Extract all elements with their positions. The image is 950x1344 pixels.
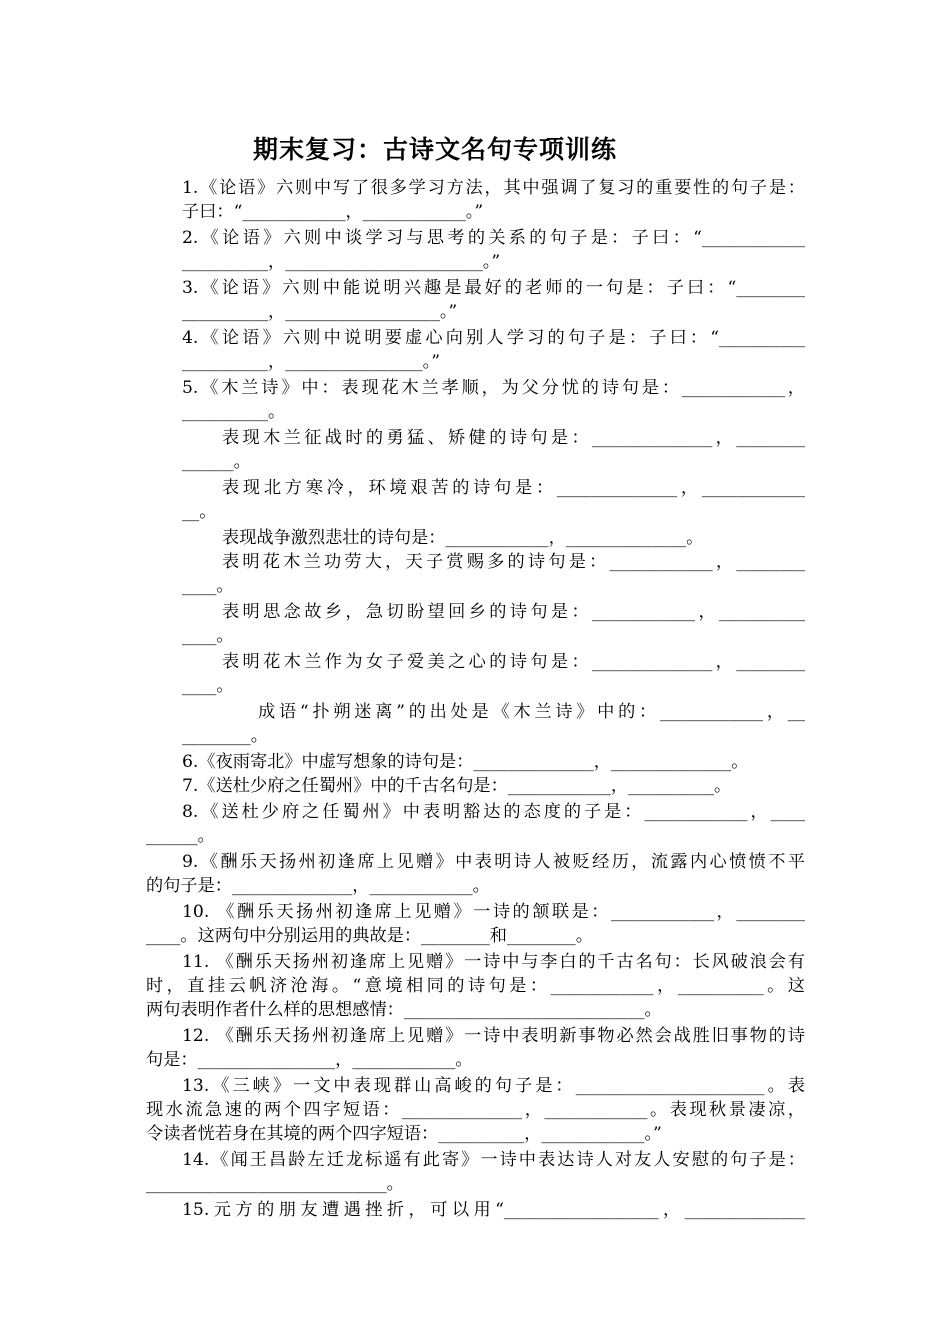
text-line: 句是：________________，____________。 <box>146 1050 473 1070</box>
text-line: __________，__________________。” <box>182 302 458 322</box>
text-line: 令读者恍若身在其境的两个四字短语：__________，____________。” <box>146 1124 662 1144</box>
text-line: 两句表明作者什么样的思想感情：____________________________。 <box>146 1000 662 1020</box>
text-line: ____。这两句中分别运用的典故是：________和________。 <box>146 926 593 946</box>
text-line: ______。 <box>182 452 251 472</box>
text-line: 10. 《酬乐天扬州初逢席上见赠》一诗的颔联是：____________，________ <box>182 902 805 922</box>
text-line: ____。 <box>182 576 234 596</box>
text-line: 4.《论语》六则中说明要虚心向别人学习的句子是：子曰：“__________ <box>182 328 805 348</box>
text-line: __。 <box>182 502 217 522</box>
text-line: ____。 <box>182 626 234 646</box>
text-line: 6.《夜雨寄北》中虚写想象的诗句是：______________，______________。 <box>182 752 749 772</box>
text-line: __________，________________。” <box>182 352 440 372</box>
text-line: 9.《酬乐天扬州初逢席上见赠》中表明诗人被贬经历，流露内心愤愤不平 <box>182 852 805 872</box>
text-line: 15.元方的朋友遭遇挫折，可以用“__________________，______________ <box>182 1200 805 1220</box>
text-line: 1.《论语》六则中写了很多学习方法，其中强调了复习的重要性的句子是： <box>182 178 805 198</box>
text-line: __________。 <box>182 402 286 422</box>
text-line: 子曰：“____________，____________。” <box>182 202 484 222</box>
text-line: 8.《送杜少府之任蜀州》中表明豁达的态度的子是：____________，____ <box>182 802 805 822</box>
text-line: 2.《论语》六则中谈学习与思考的关系的句子是：子曰：“____________ <box>182 228 805 248</box>
text-line: __________，_______________________。” <box>182 252 501 272</box>
text-line: 成语“扑朔迷离”的出处是《木兰诗》中的：____________，__ <box>258 702 805 722</box>
text-line: 表现北方寒冷，环境艰苦的诗句是：______________，____________ <box>222 478 805 498</box>
text-line: 5.《木兰诗》中：表现花木兰孝顺，为父分忧的诗句是：____________， <box>182 378 805 398</box>
text-line: 表明思念故乡，急切盼望回乡的诗句是：____________，__________ <box>222 602 805 622</box>
text-line: 7.《送杜少府之任蜀州》中的千古名句是：____________，__________。 <box>182 776 732 796</box>
page-title: 期末复习：古诗文名句专项训练 <box>252 135 617 164</box>
text-line: 表现战争激烈悲壮的诗句是：____________，______________。 <box>222 528 704 548</box>
text-line: 表现木兰征战时的勇猛、矫健的诗句是：______________，________ <box>222 428 805 448</box>
text-line: 的句子是：______________，____________。 <box>146 876 490 896</box>
text-line: 时，直挂云帆济沧海。“意境相同的诗句是：____________，__________。这 <box>146 976 805 996</box>
text-line: 表明花木兰作为女子爱美之心的诗句是：______________，________ <box>222 652 805 672</box>
text-line: ____。 <box>182 676 234 696</box>
text-line: 现水流急速的两个四字短语：______________，____________。表现秋景凄凉， <box>146 1100 805 1120</box>
text-line: 13.《三峡》一文中表现群山高峻的句子是：______________________。表 <box>182 1076 805 1096</box>
text-line: ________。 <box>182 726 268 746</box>
text-line: 表明花木兰功劳大，天子赏赐多的诗句是：____________，________ <box>222 552 805 572</box>
text-line: ____________________________。 <box>146 1174 404 1194</box>
text-line: 3.《论语》六则中能说明兴趣是最好的老师的一句是：子曰：“________ <box>182 278 805 298</box>
text-line: 11. 《酬乐天扬州初逢席上见赠》一诗中与李白的千古名句：长风破浪会有 <box>182 952 805 972</box>
text-line: 12. 《酬乐天扬州初逢席上见赠》一诗中表明新事物必然会战胜旧事物的诗 <box>182 1026 805 1046</box>
text-line: ______。 <box>146 826 215 846</box>
text-line: 14.《闻王昌龄左迁龙标遥有此寄》一诗中表达诗人对友人安慰的句子是： <box>182 1150 805 1170</box>
